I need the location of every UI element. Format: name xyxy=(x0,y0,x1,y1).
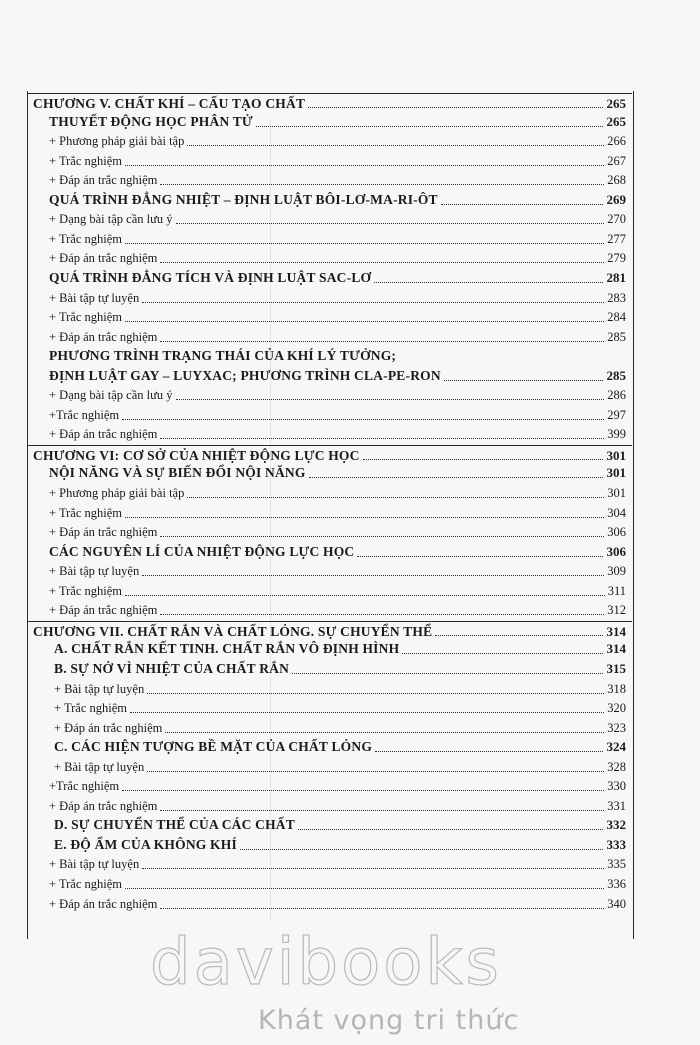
toc-leader-dots xyxy=(160,438,604,439)
toc-leader-dots xyxy=(160,908,604,909)
toc-leader-dots xyxy=(187,497,604,498)
toc-leader-dots xyxy=(176,399,604,400)
toc-section-title: ĐỊNH LUẬT GAY – LUYXAC; PHƯƠNG TRÌNH CLA-PE-RON xyxy=(49,367,441,383)
toc-page-number: 284 xyxy=(607,310,626,325)
toc-row xyxy=(27,269,632,287)
toc-row xyxy=(27,289,632,307)
toc-row xyxy=(27,386,632,404)
toc-row xyxy=(27,836,632,854)
toc-row xyxy=(27,308,632,326)
toc-leader-dots xyxy=(147,693,604,694)
toc-page-number: 336 xyxy=(607,877,626,891)
toc-page-number: 314 xyxy=(606,623,626,639)
toc-section-title: QUÁ TRÌNH ĐẲNG TÍCH VÀ ĐỊNH LUẬT SAC-LƠ xyxy=(49,269,372,285)
toc-chapter-title: CHƯƠNG VII. CHẤT RẮN VÀ CHẤT LỎNG. SỰ CHUYỂN THỂ xyxy=(33,623,433,639)
toc-row xyxy=(27,425,632,443)
toc-item-label: + Trắc nghiệm xyxy=(49,231,123,246)
toc-row xyxy=(27,738,632,756)
toc-leader-dots xyxy=(122,790,604,791)
toc-leader-dots xyxy=(142,868,604,869)
toc-row xyxy=(27,504,632,522)
toc-leader-dots xyxy=(309,477,603,478)
toc-section-title: NỘI NĂNG VÀ SỰ BIẾN ĐỔI NỘI NĂNG xyxy=(49,465,306,481)
toc-row xyxy=(27,660,632,678)
toc-row xyxy=(27,562,632,580)
toc-item-label: + Phương pháp giải bài tập xyxy=(49,134,185,149)
toc-row xyxy=(27,680,632,698)
toc-section-title: QUÁ TRÌNH ĐẲNG NHIỆT – ĐỊNH LUẬT BÔI-LƠ-MA-RI-ÔT xyxy=(49,191,438,207)
toc-page-number: 304 xyxy=(607,505,626,520)
toc-section-title: B. SỰ NỞ VÌ NHIỆT CỦA CHẤT RẮN xyxy=(54,660,290,676)
toc-item-label: + Trắc nghiệm xyxy=(49,310,123,325)
toc-row xyxy=(27,758,632,776)
toc-leader-dots xyxy=(240,849,603,850)
toc-leader-dots xyxy=(160,262,604,263)
toc-item-label: + Đáp án trắc nghiệm xyxy=(49,173,158,188)
toc-row xyxy=(27,152,632,170)
toc-leader-dots xyxy=(308,107,603,108)
toc-page-number: 331 xyxy=(607,798,626,813)
toc-page-number: 265 xyxy=(606,113,626,129)
toc-item-label: + Bài tập tự luyện xyxy=(49,857,140,872)
toc-page-number: 312 xyxy=(607,603,626,618)
toc-section-title: C. CÁC HIỆN TƯỢNG BỀ MẶT CỦA CHẤT LỎNG xyxy=(54,739,373,755)
toc-leader-dots xyxy=(160,536,604,537)
toc-page-number: 333 xyxy=(606,836,626,852)
toc-leader-dots xyxy=(363,459,603,460)
toc-page-number: 323 xyxy=(607,720,626,735)
toc-item-label: + Trắc nghiệm xyxy=(49,877,123,891)
toc-leader-dots xyxy=(357,556,603,557)
toc-item-label: + Đáp án trắc nghiệm xyxy=(49,603,158,618)
toc-item-label: + Đáp án trắc nghiệm xyxy=(49,251,158,266)
toc-row xyxy=(27,875,632,893)
toc-item-label: + Đáp án trắc nghiệm xyxy=(49,896,158,911)
toc-row xyxy=(27,543,632,561)
toc-leader-dots xyxy=(125,243,604,244)
toc-row xyxy=(27,816,632,834)
toc-section-title: CÁC NGUYÊN LÍ CỦA NHIỆT ĐỘNG LỰC HỌC xyxy=(49,543,355,559)
toc-row xyxy=(27,328,632,346)
toc-leader-dots xyxy=(441,204,603,205)
watermark-brand: davibooks xyxy=(150,926,502,1000)
toc-item-label: + Đáp án trắc nghiệm xyxy=(49,525,158,540)
toc-section-title: D. SỰ CHUYỂN THỂ CỦA CÁC CHẤT xyxy=(54,817,295,833)
toc-item-label: + Đáp án trắc nghiệm xyxy=(49,329,158,344)
toc-item-label: + Trắc nghiệm xyxy=(49,153,123,168)
toc-leader-dots xyxy=(125,595,605,596)
toc-item-label: + Trắc nghiệm xyxy=(54,701,128,716)
toc-row xyxy=(27,132,632,150)
toc-page-number: 309 xyxy=(607,564,626,579)
toc-leader-dots xyxy=(187,145,604,146)
toc-item-label: + Trắc nghiệm xyxy=(49,583,123,598)
toc-page-number: 332 xyxy=(606,817,626,833)
toc-item-label: + Đáp án trắc nghiệm xyxy=(49,798,158,813)
toc-leader-dots xyxy=(142,575,604,576)
toc-chapter-title: CHƯƠNG VI: CƠ SỞ CỦA NHIỆT ĐỘNG LỰC HỌC xyxy=(33,447,360,463)
toc-row xyxy=(27,601,632,619)
toc-page-number: 297 xyxy=(607,407,626,422)
toc-leader-dots xyxy=(402,653,603,654)
toc-page-number: 324 xyxy=(606,739,626,755)
toc-page-number: 301 xyxy=(606,465,626,481)
toc-row xyxy=(27,249,632,267)
toc-row xyxy=(27,719,632,737)
toc-row xyxy=(27,347,632,365)
toc-leader-dots xyxy=(142,302,604,303)
toc-leader-dots xyxy=(125,165,604,166)
toc-row xyxy=(27,855,632,873)
toc-page-number: 285 xyxy=(607,329,626,344)
toc-leader-dots xyxy=(160,810,604,811)
toc-page-number: 279 xyxy=(607,251,626,266)
toc-page-number: 320 xyxy=(607,701,626,716)
toc-page-number: 277 xyxy=(607,231,626,246)
toc-section-title: THUYẾT ĐỘNG HỌC PHÂN TỬ xyxy=(49,113,253,129)
toc-page-number: 315 xyxy=(606,660,626,676)
toc-page-number: 335 xyxy=(607,857,626,872)
toc-item-label: + Bài tập tự luyện xyxy=(49,564,140,579)
toc-leader-dots xyxy=(298,829,603,830)
toc-page-number: 283 xyxy=(607,290,626,305)
toc-row xyxy=(27,895,632,913)
toc-row xyxy=(27,777,632,795)
toc-item-label: + Dạng bài tập cần lưu ý xyxy=(49,388,173,403)
toc-section-title: A. CHẤT RẮN KẾT TINH. CHẤT RẮN VÔ ĐỊNH HÌNH xyxy=(54,641,400,657)
toc-page-number: 281 xyxy=(606,269,626,285)
toc-row xyxy=(27,367,632,385)
toc-row xyxy=(27,523,632,541)
toc-leader-dots xyxy=(160,341,604,342)
toc-leader-dots xyxy=(160,184,604,185)
toc-leader-dots xyxy=(130,712,604,713)
toc-leader-dots xyxy=(122,419,604,420)
toc-page-number: 269 xyxy=(606,191,626,207)
toc-page-number: 267 xyxy=(607,153,626,168)
toc-row xyxy=(27,621,632,640)
toc-item-label: + Bài tập tự luyện xyxy=(49,290,140,305)
toc-leader-dots xyxy=(256,126,603,127)
toc-row xyxy=(27,230,632,248)
toc-leader-dots xyxy=(435,635,603,636)
toc-row xyxy=(27,484,632,502)
watermark-tagline: Khát vọng tri thức xyxy=(258,1005,520,1036)
toc-page-number: 270 xyxy=(607,212,626,227)
toc-row xyxy=(27,699,632,717)
toc-leader-dots xyxy=(147,771,604,772)
toc-page-number: 286 xyxy=(607,388,626,403)
toc-row xyxy=(27,640,632,658)
toc-item-label: + Trắc nghiệm xyxy=(49,505,123,520)
toc-chapter-title: CHƯƠNG V. CHẤT KHÍ – CẤU TẠO CHẤT xyxy=(33,96,306,111)
toc-item-label: + Bài tập tự luyện xyxy=(54,759,145,774)
toc-row xyxy=(27,406,632,424)
toc-leader-dots xyxy=(374,282,603,283)
toc-item-label: + Đáp án trắc nghiệm xyxy=(54,720,163,735)
toc-page-number: 330 xyxy=(607,779,626,794)
toc-row xyxy=(27,191,632,209)
toc-page-number: 311 xyxy=(607,583,626,598)
toc-page-number: 306 xyxy=(606,543,626,559)
toc-item-label: +Trắc nghiệm xyxy=(49,407,120,422)
toc-page-number: 268 xyxy=(607,173,626,188)
toc-item-label: +Trắc nghiệm xyxy=(49,779,120,794)
toc-leader-dots xyxy=(125,321,604,322)
toc-item-label: + Đáp án trắc nghiệm xyxy=(49,427,158,442)
toc-page-number: 340 xyxy=(607,896,626,911)
toc-page-number: 399 xyxy=(607,427,626,442)
toc-item-label: + Bài tập tự luyện xyxy=(54,681,145,696)
toc-leader-dots xyxy=(165,732,604,733)
toc-page-number: 314 xyxy=(606,641,626,657)
toc-item-label: + Phương pháp giải bài tập xyxy=(49,486,185,500)
toc-leader-dots xyxy=(292,673,603,674)
toc-leader-dots xyxy=(444,380,603,381)
toc-page-number: 301 xyxy=(607,486,626,500)
toc-row xyxy=(27,210,632,228)
toc-leader-dots xyxy=(375,751,603,752)
toc-row xyxy=(27,93,632,112)
toc-page-number: 266 xyxy=(607,134,626,149)
toc-page-number: 328 xyxy=(607,759,626,774)
toc-row xyxy=(27,797,632,815)
toc-page-number: 265 xyxy=(606,96,626,111)
toc-row xyxy=(27,113,632,131)
toc-row xyxy=(27,464,632,482)
toc-item-label: + Dạng bài tập cần lưu ý xyxy=(49,212,173,227)
toc-page-number: 285 xyxy=(606,367,626,383)
toc-leader-dots xyxy=(160,614,604,615)
toc-section-title: E. ĐỘ ẨM CỦA KHÔNG KHÍ xyxy=(54,836,237,852)
toc-leader-dots xyxy=(125,517,604,518)
toc-page-number: 301 xyxy=(606,447,626,463)
toc-page-number: 318 xyxy=(607,681,626,696)
toc-page-number: 306 xyxy=(607,525,626,540)
toc-row xyxy=(27,582,632,600)
toc-leader-dots xyxy=(125,888,604,889)
toc-leader-dots xyxy=(176,223,604,224)
toc-section-title: PHƯƠNG TRÌNH TRẠNG THÁI CỦA KHÍ LÝ TƯỞNG; xyxy=(49,348,397,364)
toc-row xyxy=(27,445,632,464)
toc-row xyxy=(27,171,632,189)
